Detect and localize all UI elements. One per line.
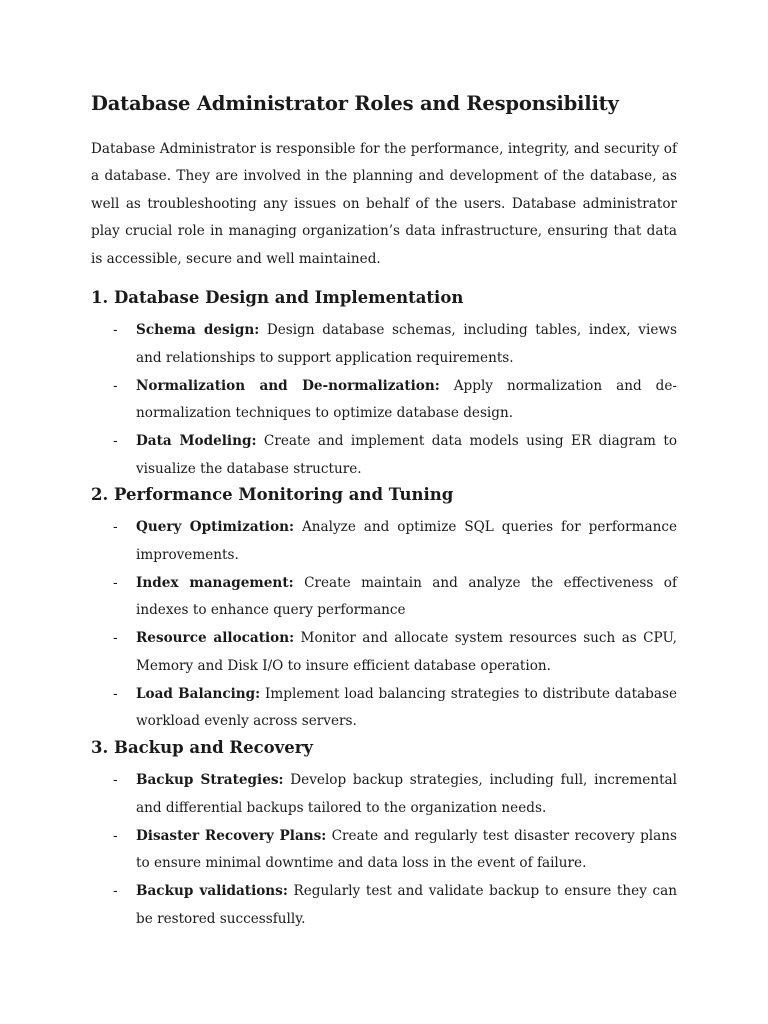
bullet-dash: - [113,322,118,338]
bullet-list [91,317,677,483]
bullet-dash: - [113,519,118,535]
list-item [91,428,677,483]
section-performance-tuning [91,481,677,736]
list-item [91,317,677,372]
bullet-dash: - [113,377,118,394]
section-heading [91,734,677,760]
list-item [91,570,677,625]
section-title: Backup and Recovery [114,737,313,757]
bullet-dash: - [113,630,118,647]
bullet-dash: - [113,827,118,844]
item-description: Develop backup strategies, including full, incremental and differential backups tailored to the organization needs. [136,772,677,816]
item-term: Data Modeling: [136,433,257,450]
section-number: 1. [91,287,109,307]
bullet-dash: - [113,772,118,788]
item-description: Create and implement data models using ER diagram to visualize the database structure. [136,433,678,477]
section-heading [91,284,677,310]
section-number: 2. [91,484,109,504]
section-design-implementation [91,284,677,484]
item-term: Resource allocation: [136,630,295,647]
item-description: Analyze and optimize SQL queries for performance improvements. [136,519,677,563]
section-number: 3. [91,737,109,757]
item-description: Regularly test and validate backup to ensure they can be restored successfully. [136,883,677,927]
bullet-dash: - [113,883,118,900]
bullet-list [91,767,677,933]
bullet-dash: - [113,574,118,591]
item-term: Index management: [136,574,294,591]
item-description: Implement load balancing strategies to distribute database workload evenly across servers. [136,685,678,730]
bullet-list [91,514,677,736]
item-description: Create and regularly test disaster recovery plans to ensure minimal downtime and data loss in the event of failure. [136,827,677,872]
list-item [91,767,677,822]
item-term: Backup Strategies: [136,772,284,788]
item-term: Schema design: [136,322,260,338]
page-title: Database Administrator Roles and Responsibility [91,92,619,115]
item-term: Query Optimization: [136,519,295,535]
item-description: Monitor and allocate system resources such as CPU, Memory and Disk I/O to insure efficient database operation. [136,630,677,674]
list-item [91,625,677,680]
list-item [91,681,677,736]
bullet-dash: - [113,433,118,450]
bullet-dash: - [113,685,118,702]
list-item [91,373,677,428]
item-term: Backup validations: [136,883,288,900]
section-heading [91,481,677,507]
intro-paragraph: Database Administrator is responsible for the performance, integrity, and security of a database. They are involved in the planning and development of the database, as well as troubleshooting any issues on behalf of the users. Database administrator play crucial role in managing organization’s data infrastructure, ensuring that data is accessible, secure and well maintained. [91,141,677,267]
section-backup-recovery [91,734,677,934]
list-item [91,878,677,933]
item-description: Apply normalization and de-normalization techniques to optimize database design. [136,377,677,422]
list-item [91,823,677,878]
item-term: Normalization and De-normalization: [136,377,440,394]
item-description: Design database schemas, including tables, index, views and relationships to support application requirements. [136,322,677,366]
item-term: Disaster Recovery Plans: [136,827,327,844]
list-item [91,514,677,569]
section-title: Performance Monitoring and Tuning [114,484,454,504]
item-description: Create maintain and analyze the effectiveness of indexes to enhance query performance [136,574,677,619]
item-term: Load Balancing: [136,685,261,702]
section-title: Database Design and Implementation [114,287,464,307]
